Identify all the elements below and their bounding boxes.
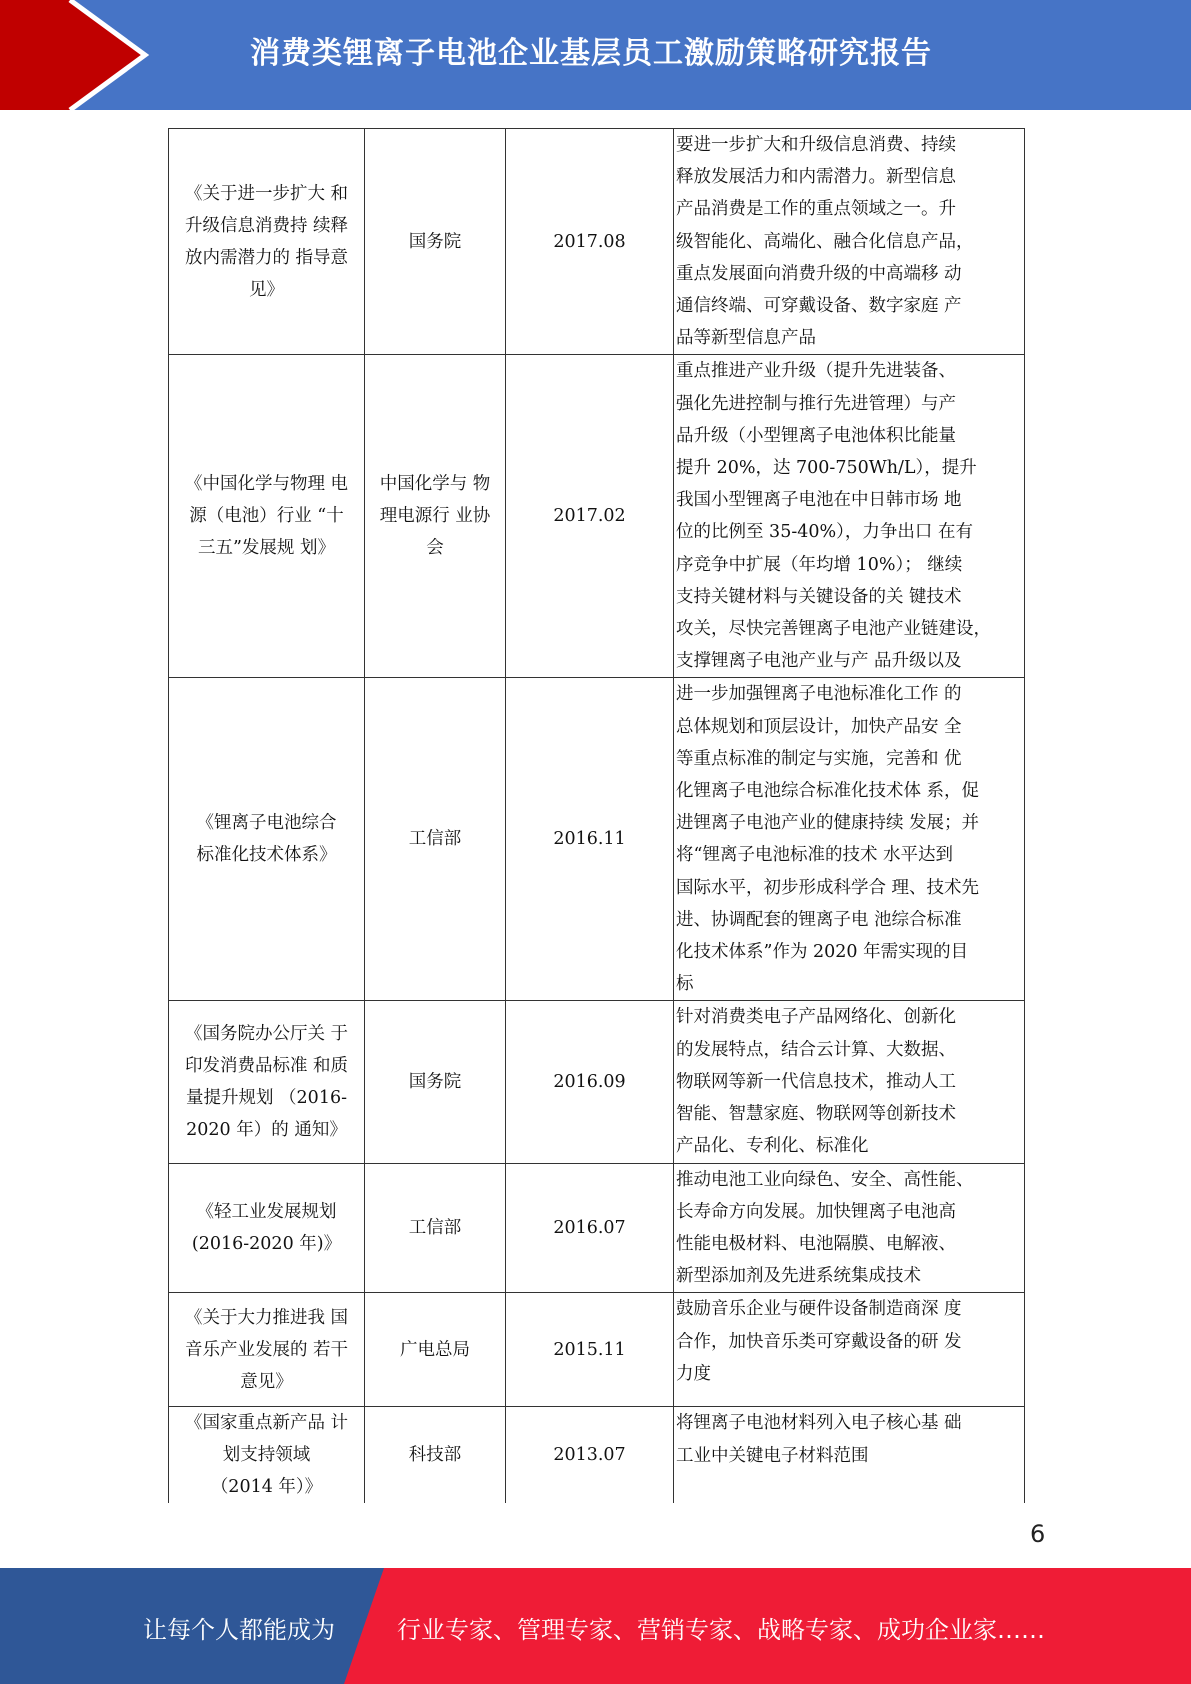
policy-name — [169, 1163, 365, 1293]
policy-content — [674, 678, 1025, 1001]
release-date: 2013.07 — [506, 1407, 674, 1504]
policy-content-line: 总体规划和顶层设计，加快产品安 全 — [676, 716, 962, 737]
policy-content-line: 的发展特点，结合云计算、大数据、 — [676, 1039, 956, 1060]
policy-content-line: 化锂离子电池综合标准化技术体 系，促 — [676, 781, 980, 802]
policy-content-line: 位的比例至 35-40%），力争出口 在有 — [676, 522, 973, 543]
policy-name — [169, 678, 365, 1001]
policy-content-line: 性能电极材料、电池隔膜、电解液、 — [676, 1233, 956, 1254]
policy-content-line: 工业中关键电子材料范围 — [676, 1445, 869, 1466]
policy-content-line: 重点推进产业升级（提升先进装备、 — [676, 361, 956, 382]
policy-name-line: 放内需潜力的 指导意 — [184, 247, 349, 268]
policy-name-line: 源（电池）行业 “十 — [189, 506, 344, 527]
policy-content-line: 长寿命方向发展。加快锂离子电池高 — [676, 1201, 956, 1222]
policy-name-line: 划支持领域 — [222, 1445, 311, 1466]
policy-content — [674, 355, 1025, 678]
policy-name-line: 《国务院办公厅关 于 — [184, 1023, 349, 1044]
issuing-body-line: 会 — [426, 538, 444, 559]
issuing-body-line: 广电总局 — [400, 1339, 470, 1360]
policy-content-line: 品等新型信息产品 — [676, 328, 816, 349]
policy-name-line: 印发消费品标准 和质 — [184, 1055, 349, 1076]
issuing-body — [365, 1163, 506, 1293]
policy-name-line: (2016-2020 年)》 — [191, 1233, 342, 1254]
issuing-body-line: 工信部 — [408, 1217, 462, 1238]
page-number: 6 — [1030, 1520, 1046, 1548]
policy-content-line: 释放发展活力和内需潜力。新型信息 — [676, 167, 956, 188]
issuing-body — [365, 1293, 506, 1407]
policy-name-line: 量提升规划 （2016- — [185, 1087, 347, 1108]
table-row — [169, 1293, 1025, 1407]
policy-name — [169, 1001, 365, 1163]
policy-name-line: 三五”发展规 划》 — [197, 538, 335, 559]
policy-name-line: 《关于进一步扩大 和 — [184, 183, 349, 204]
policy-name-line: 意见》 — [240, 1371, 293, 1392]
table-row — [169, 678, 1025, 1001]
policy-content-line: 支撑锂离子电池产业与产 品升级以及 — [676, 651, 962, 672]
footer-slogan-left: 让每个人都能成为 — [143, 1616, 335, 1644]
policy-content — [674, 129, 1025, 355]
policy-content-line: 通信终端、可穿戴设备、数字家庭 产 — [676, 296, 962, 317]
policy-name-line: 见》 — [249, 279, 284, 300]
policy-content-line: 推动电池工业向绿色、安全、高性能、 — [676, 1169, 974, 1190]
issuing-body — [365, 129, 506, 355]
policy-content-line: 支持关键材料与关键设备的关 键技术 — [676, 586, 962, 607]
table-row — [169, 355, 1025, 678]
policy-content-line: 国际水平，初步形成科学合 理、技术先 — [676, 877, 980, 898]
policy-content-line: 进一步加强锂离子电池标准化工作 的 — [676, 684, 962, 705]
issuing-body-line: 中国化学与 物 — [379, 474, 491, 495]
policy-content-line: 新型添加剂及先进系统集成技术 — [676, 1266, 921, 1287]
policy-content-line: 等重点标准的制定与实施，完善和 优 — [676, 748, 962, 769]
release-date: 2017.02 — [506, 355, 674, 678]
issuing-body-line: 国务院 — [408, 1071, 462, 1092]
page-header — [0, 0, 1191, 110]
table-row — [169, 1163, 1025, 1293]
policy-name-line: 升级信息消费持 续释 — [184, 215, 349, 236]
release-date: 2016.07 — [506, 1163, 674, 1293]
policy-name-line: 《关于大力推进我 国 — [184, 1307, 349, 1328]
table-row — [169, 1001, 1025, 1163]
red-arrow-decoration — [0, 0, 160, 110]
policy-content — [674, 1407, 1025, 1504]
page-footer — [0, 1568, 1191, 1684]
policy-content-line: 将锂离子电池材料列入电子核心基 础 — [676, 1413, 962, 1434]
policy-name-line: 标准化技术体系》 — [196, 845, 337, 866]
policy-content — [674, 1293, 1025, 1407]
policy-content-line: 进、协调配套的锂离子电 池综合标准 — [676, 909, 962, 930]
table-row — [169, 1407, 1025, 1504]
policy-content-line: 提升 20%，达 700-750Wh/L），提升 — [676, 458, 977, 479]
policy-content — [674, 1001, 1025, 1163]
policy-content-line: 产品消费是工作的重点领域之一。升 — [676, 199, 956, 220]
policy-content-line: 鼓励音乐企业与硬件设备制造商深 度 — [676, 1299, 962, 1320]
policy-name-line: 2020 年）的 通知》 — [186, 1119, 347, 1140]
policy-content-line: 标 — [676, 974, 694, 995]
policy-content-line: 品升级（小型锂离子电池体积比能量 — [676, 425, 956, 446]
policy-content-line: 力度 — [676, 1363, 711, 1384]
policy-name-line: 《国家重点新产品 计 — [184, 1413, 349, 1434]
policy-content-line: 智能、智慧家庭、物联网等创新技术 — [676, 1104, 956, 1125]
policy-name — [169, 1407, 365, 1504]
policy-name-line: 《锂离子电池综合 — [196, 813, 337, 834]
issuing-body-line: 科技部 — [408, 1445, 462, 1466]
policy-name — [169, 1293, 365, 1407]
issuing-body-line: 国务院 — [408, 231, 462, 252]
policy-content-line: 化技术体系”作为 2020 年需实现的目 — [676, 942, 969, 963]
footer-slogan-right: 行业专家、管理专家、营销专家、战略专家、成功企业家…… — [397, 1616, 1045, 1644]
release-date: 2016.11 — [506, 678, 674, 1001]
issuing-body-line: 理电源行 业协 — [379, 506, 491, 527]
policy-name-line: （2014 年）》 — [210, 1477, 323, 1498]
release-date: 2017.08 — [506, 129, 674, 355]
table-row — [169, 129, 1025, 355]
policy-content-line: 级智能化、高端化、融合化信息产品， — [676, 231, 974, 252]
policy-content-line: 产品化、专利化、标准化 — [676, 1136, 869, 1157]
policy-name-line: 《轻工业发展规划 — [196, 1201, 337, 1222]
policy-content-line: 强化先进控制与推行先进管理）与产 — [676, 393, 956, 414]
policy-content — [674, 1163, 1025, 1293]
issuing-body — [365, 678, 506, 1001]
policy-name — [169, 129, 365, 355]
policy-content-line: 物联网等新一代信息技术，推动人工 — [676, 1071, 956, 1092]
report-title: 消费类锂离子电池企业基层员工激励策略研究报告 — [250, 36, 932, 71]
issuing-body — [365, 1001, 506, 1163]
policy-content-line: 合作，加快音乐类可穿戴设备的研 发 — [676, 1331, 962, 1352]
policy-content-line: 重点发展面向消费升级的中高端移 动 — [676, 263, 962, 284]
policy-content-line: 序竞争中扩展（年均增 10%）； 继续 — [676, 554, 963, 575]
policy-name-line: 音乐产业发展的 若干 — [184, 1339, 349, 1360]
policy-table — [168, 128, 1025, 1503]
policy-content-line: 我国小型锂离子电池在中日韩市场 地 — [676, 490, 962, 511]
policy-content-line: 进锂离子电池产业的健康持续 发展；并 — [676, 813, 980, 834]
release-date: 2015.11 — [506, 1293, 674, 1407]
issuing-body — [365, 1407, 506, 1504]
policy-content-line: 针对消费类电子产品网络化、创新化 — [676, 1007, 956, 1028]
policy-content-line: 将“锂离子电池标准的技术 水平达到 — [676, 845, 954, 866]
policy-content-line: 要进一步扩大和升级信息消费、持续 — [676, 135, 956, 155]
policy-content-line: 攻关，尽快完善锂离子电池产业链建设， — [676, 619, 991, 640]
policy-name — [169, 355, 365, 678]
release-date: 2016.09 — [506, 1001, 674, 1163]
policy-name-line: 《中国化学与物理 电 — [184, 474, 349, 495]
issuing-body-line: 工信部 — [408, 829, 462, 850]
issuing-body — [365, 355, 506, 678]
